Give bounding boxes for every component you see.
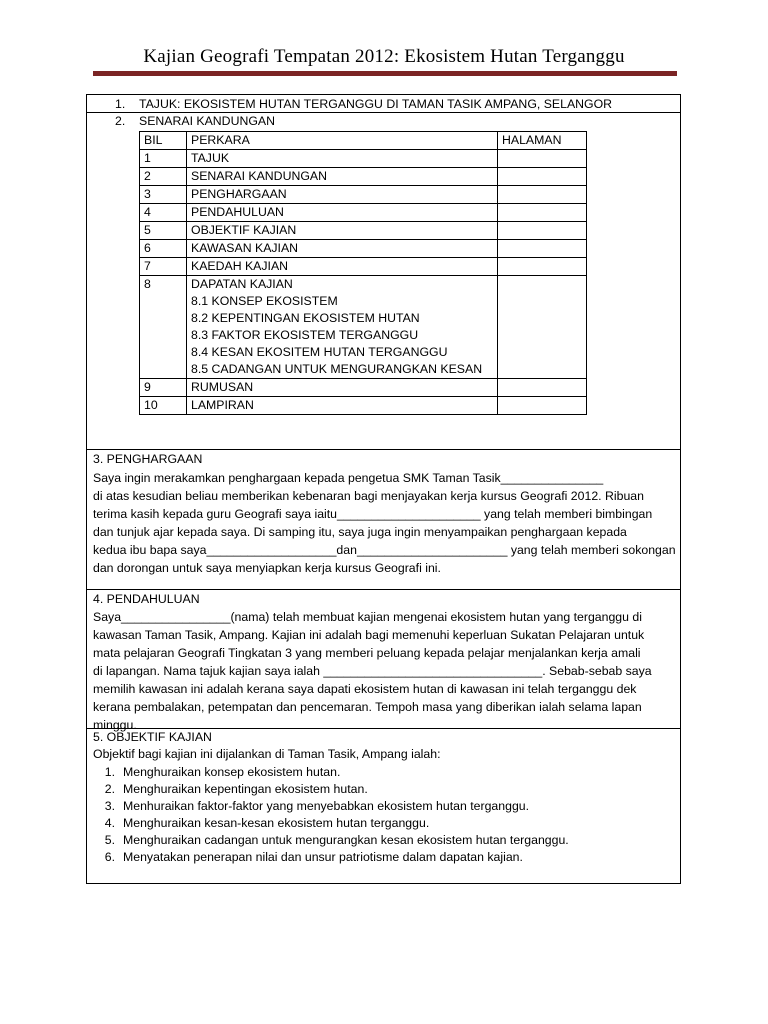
row-perkara: OBJEKTIF KAJIAN <box>187 222 498 240</box>
row-perkara: TAJUK <box>187 150 498 168</box>
penghargaan-line: terima kasih kepada guru Geografi saya iaitu_____________________ yang telah memberi bimbingan <box>93 507 653 521</box>
table-of-contents <box>139 131 587 415</box>
penghargaan-heading: 3. PENGHARGAAN <box>93 452 203 466</box>
item-text: Menyatakan penerapan nilai dan unsur patriotisme dalam dapatan kajian. <box>123 850 523 864</box>
row-bil: 6 <box>140 240 187 258</box>
row-bil: 8 <box>140 276 187 379</box>
row-bil: 5 <box>140 222 187 240</box>
row-halaman[interactable] <box>498 397 587 415</box>
item-number: 2. <box>104 782 115 796</box>
penghargaan-line: di atas kesudian beliau memberikan kebenaran bagi menjayakan kerja kursus Geografi 2012. Ribuan <box>93 489 644 503</box>
title-underline <box>93 71 677 76</box>
pendahuluan-line: Saya________________(nama) telah membuat kajian mengenai ekosistem hutan yang terganggu di <box>93 610 642 624</box>
row-bil: 10 <box>140 397 187 415</box>
item-text: Menghuraikan konsep ekosistem hutan. <box>123 765 341 779</box>
table-header-row <box>140 132 587 150</box>
col-header-halaman: HALAMAN <box>498 132 587 150</box>
item-number: 6. <box>104 850 115 864</box>
row-bil: 1 <box>140 150 187 168</box>
list-item <box>95 815 569 832</box>
row-perkara: RUMUSAN <box>187 379 498 397</box>
row-perkara-sub: 8.2 KEPENTINGAN EKOSISTEM HUTAN <box>191 311 420 325</box>
penghargaan-line: Saya ingin merakamkan penghargaan kepada pengetua SMK Taman Tasik_______________ <box>93 471 604 485</box>
table-row <box>140 276 587 379</box>
row-halaman[interactable] <box>498 186 587 204</box>
row-perkara-sub: 8.1 KONSEP EKOSISTEM <box>191 294 338 308</box>
pendahuluan-heading: 4. PENDAHULUAN <box>93 592 200 606</box>
pendahuluan-line: kawasan Taman Tasik, Ampang. Kajian ini adalah bagi memenuhi keperluan Sukatan Pelajaran untuk <box>93 628 645 642</box>
item-number: 4. <box>104 816 115 830</box>
row-bil: 4 <box>140 204 187 222</box>
objektif-heading: 5. OBJEKTIF KAJIAN <box>93 730 212 744</box>
row-perkara: PENDAHULUAN <box>187 204 498 222</box>
row-perkara <box>187 276 498 379</box>
item-number: 1. <box>104 765 115 779</box>
table-row <box>140 186 587 204</box>
pendahuluan-line: memilih kawasan ini adalah kerana saya dapati ekosistem hutan di kawasan ini telah terganggu dek <box>93 682 637 696</box>
pendahuluan-line: minggu. <box>93 718 137 732</box>
item-text: Menhuraikan faktor-faktor yang menyebabkan ekosistem hutan terganggu. <box>123 799 530 813</box>
section1-number: 1. <box>115 97 126 111</box>
list-item <box>95 832 569 849</box>
row-perkara: SENARAI KANDUNGAN <box>187 168 498 186</box>
row-perkara: LAMPIRAN <box>187 397 498 415</box>
row-perkara-main: DAPATAN KAJIAN <box>191 277 293 291</box>
list-item <box>95 849 569 866</box>
objektif-intro: Objektif bagi kajian ini dijalankan di Taman Tasik, Ampang ialah: <box>93 747 441 761</box>
row-halaman[interactable] <box>498 379 587 397</box>
row-halaman[interactable] <box>498 240 587 258</box>
pendahuluan-line: kerana pembalakan, petempatan dan pencemaran. Tempoh masa yang diberikan ialah selama lapan <box>93 700 642 714</box>
row-perkara-sub: 8.5 CADANGAN UNTUK MENGURANGKAN KESAN <box>191 362 483 376</box>
col-header-perkara: PERKARA <box>187 132 498 150</box>
row-halaman[interactable] <box>498 150 587 168</box>
item-text: Menghuraikan kesan-kesan ekosistem hutan terganggu. <box>123 816 430 830</box>
row-halaman[interactable] <box>498 168 587 186</box>
col-header-bil: BIL <box>140 132 187 150</box>
row-perkara-sub: 8.3 FAKTOR EKOSISTEM TERGANGGU <box>191 328 419 342</box>
form-frame <box>86 94 681 884</box>
objektif-list <box>95 764 569 866</box>
section2-title: SENARAI KANDUNGAN <box>139 114 275 128</box>
penghargaan-line: dan dorongan untuk saya menyiapkan kerja kursus Geografi ini. <box>93 561 441 575</box>
table-row <box>140 168 587 186</box>
row-halaman[interactable] <box>498 222 587 240</box>
row-bil: 3 <box>140 186 187 204</box>
penghargaan-body <box>93 469 676 577</box>
row-halaman[interactable] <box>498 258 587 276</box>
row-perkara: KAWASAN KAJIAN <box>187 240 498 258</box>
row-bil: 2 <box>140 168 187 186</box>
row-halaman[interactable] <box>498 276 587 379</box>
document-title: Kajian Geografi Tempatan 2012: Ekosistem Hutan Terganggu <box>143 46 625 67</box>
row-bil: 7 <box>140 258 187 276</box>
table-row <box>140 258 587 276</box>
list-item <box>95 781 569 798</box>
table-row <box>140 150 587 168</box>
penghargaan-line: kedua ibu bapa saya___________________dan______________________ yang telah memberi sokongan <box>93 543 676 557</box>
pendahuluan-line: mata pelajaran Geografi Tingkatan 3 yang memberi peluang kepada pelajar menjalankan kerja amali <box>93 646 641 660</box>
item-text: Menghuraikan cadangan untuk mengurangkan kesan ekosistem hutan terganggu. <box>123 833 569 847</box>
penghargaan-line: dan tunjuk ajar kepada saya. Di samping itu, saya juga ingin menyampaikan penghargaan kepada <box>93 525 627 539</box>
item-text: Menghuraikan kepentingan ekosistem hutan. <box>123 782 368 796</box>
table-row <box>140 397 587 415</box>
list-item <box>95 764 569 781</box>
table-row <box>140 204 587 222</box>
divider <box>87 589 680 590</box>
pendahuluan-line: di lapangan. Nama tajuk kajian saya ialah ________________________________. Sebab-sebab saya <box>93 664 652 678</box>
pendahuluan-body <box>93 608 652 734</box>
table-row <box>140 240 587 258</box>
item-number: 5. <box>104 833 115 847</box>
table-row <box>140 222 587 240</box>
row-perkara: PENGHARGAAN <box>187 186 498 204</box>
section2-number: 2. <box>115 114 126 128</box>
row-bil: 9 <box>140 379 187 397</box>
item-number: 3. <box>104 799 115 813</box>
row-perkara: KAEDAH KAJIAN <box>187 258 498 276</box>
row-perkara-sub: 8.4 KESAN EKOSITEM HUTAN TERGANGGU <box>191 345 448 359</box>
row-halaman[interactable] <box>498 204 587 222</box>
divider <box>87 449 680 450</box>
list-item <box>95 798 569 815</box>
section1-title: TAJUK: EKOSISTEM HUTAN TERGANGGU DI TAMAN TASIK AMPANG, SELANGOR <box>139 97 613 111</box>
table-row <box>140 379 587 397</box>
